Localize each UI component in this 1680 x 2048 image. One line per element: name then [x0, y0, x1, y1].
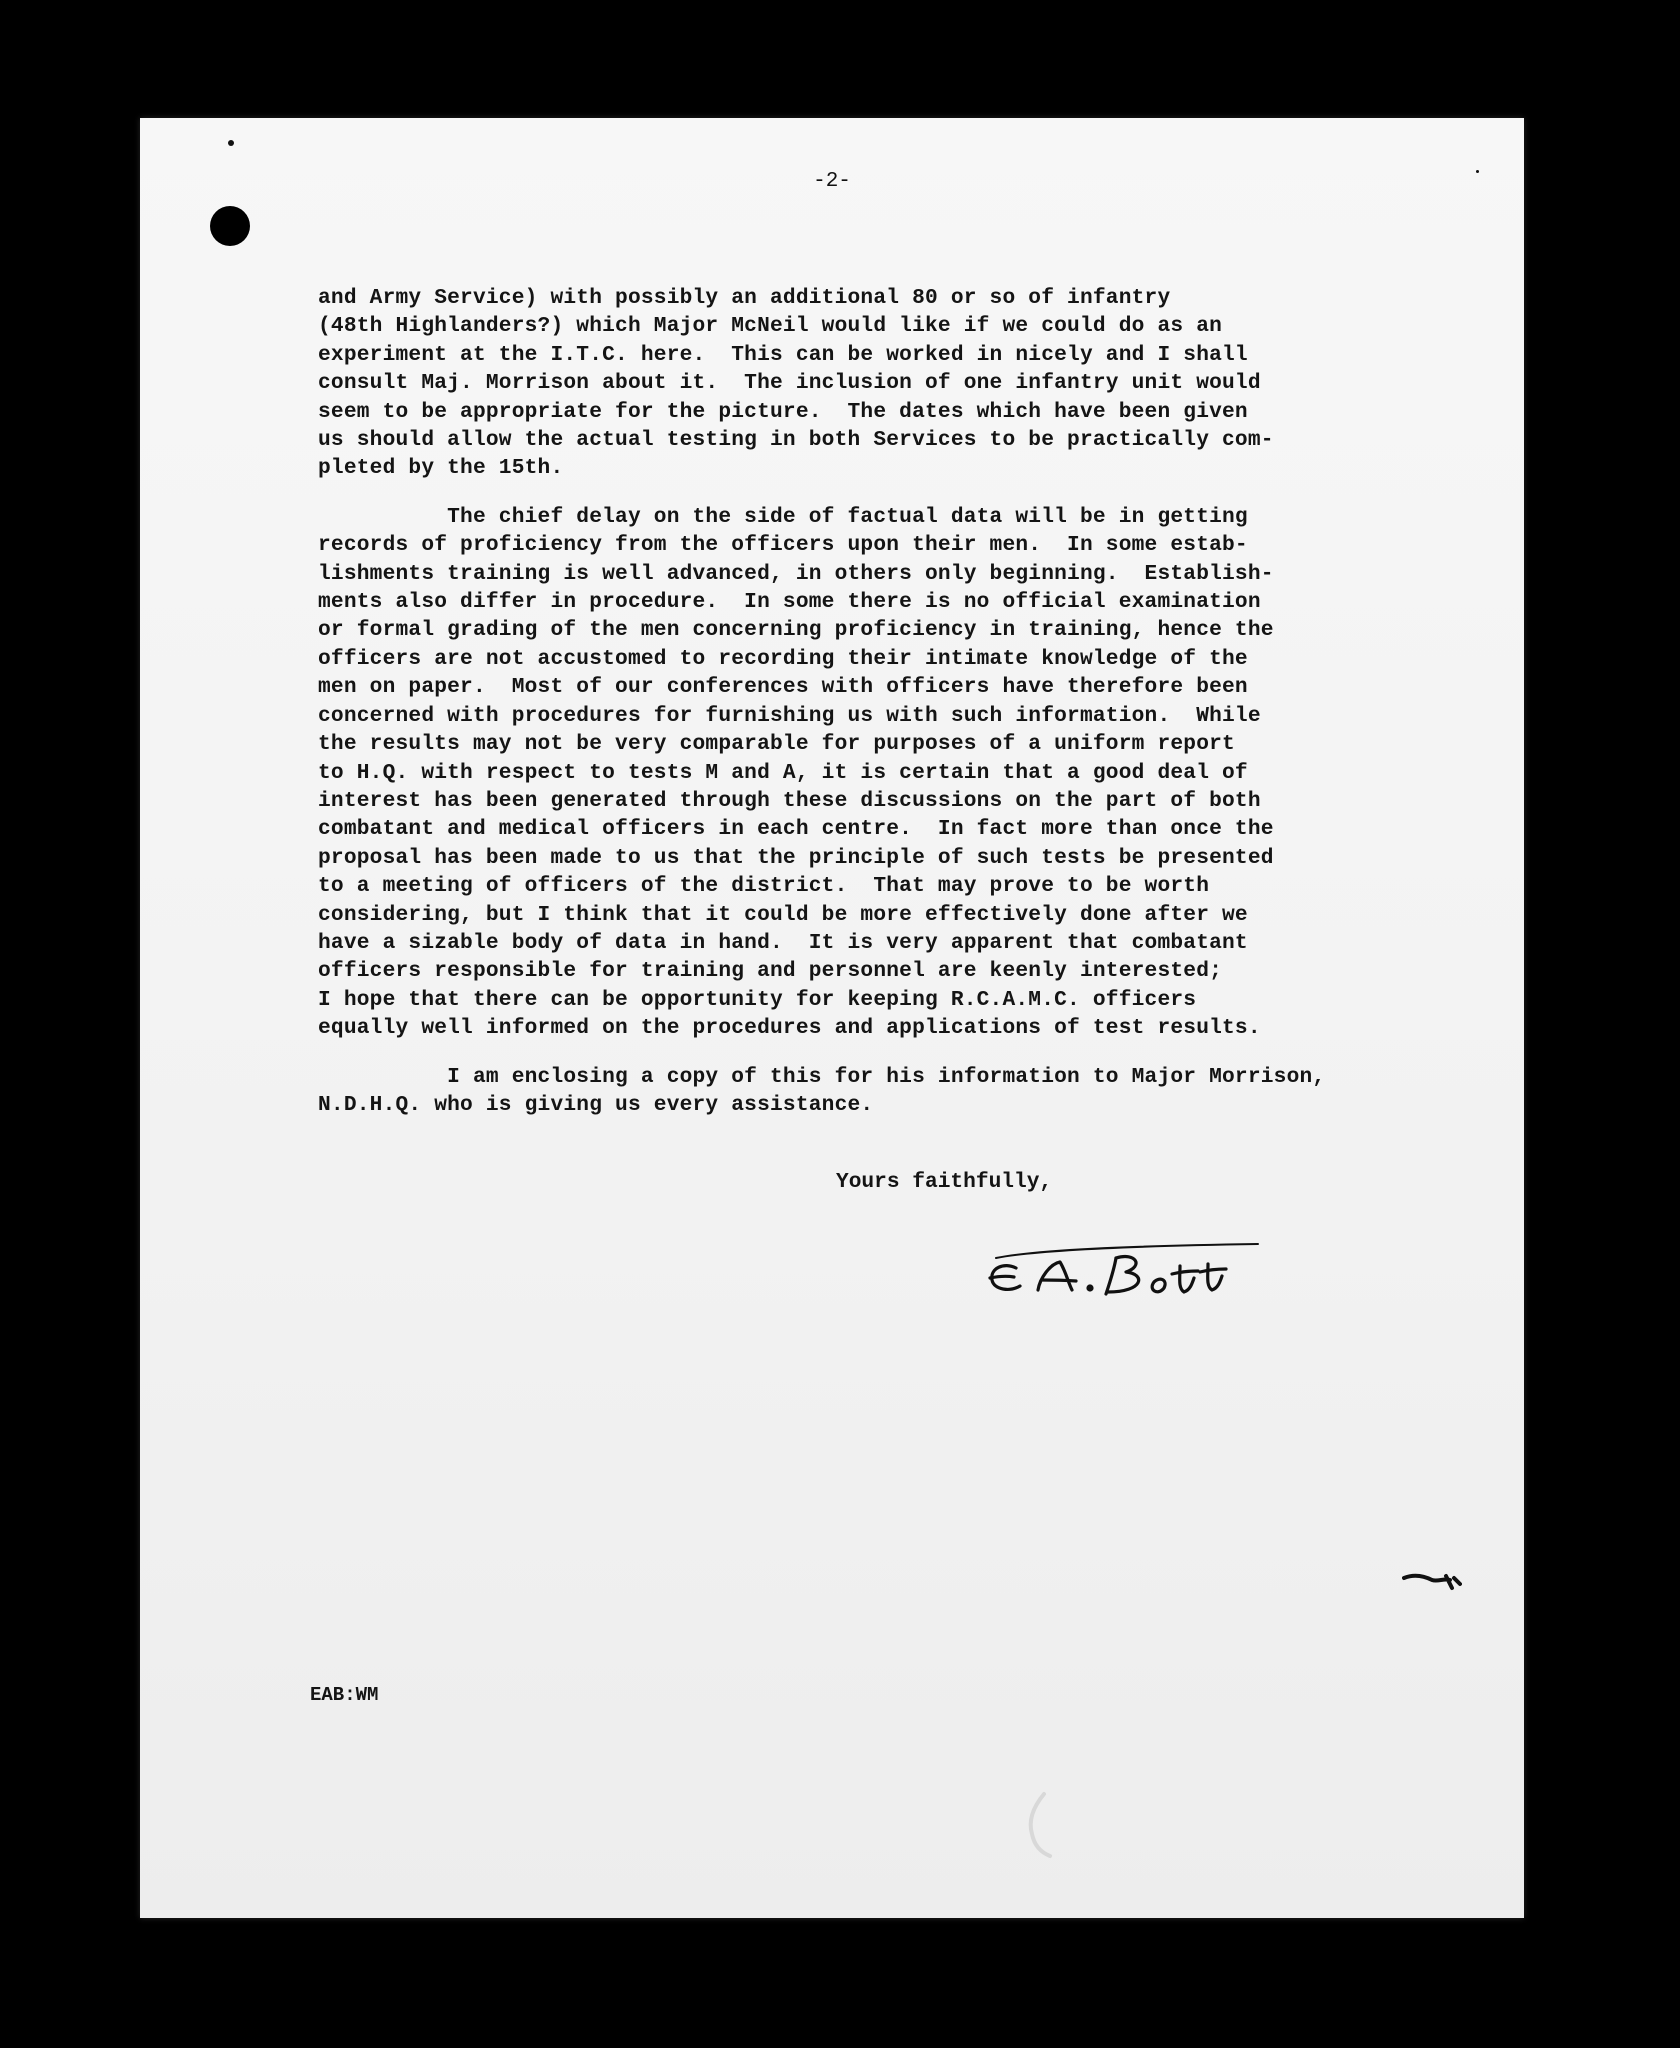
paragraph-1	[318, 284, 1378, 483]
body-line: pleted by the 15th.	[318, 456, 564, 481]
body-line: lishments training is well advanced, in others only beginning. Establish-	[318, 561, 1274, 586]
body-line: records of proficiency from the officers upon their men. In some estab-	[318, 533, 1248, 558]
valediction: Yours faithfully,	[836, 1170, 1053, 1194]
body-line: The chief delay on the side of factual data will be in getting	[318, 504, 1248, 529]
letter-sheet	[140, 118, 1524, 1918]
reference-initials: EAB:WM	[310, 1684, 379, 1706]
paragraph-2	[318, 503, 1378, 1043]
paragraph-3	[318, 1063, 1378, 1120]
pencil-mark	[1020, 1790, 1060, 1860]
body-line: considering, but I think that it could be more effectively done after we	[318, 902, 1248, 927]
body-line: seem to be appropriate for the picture. The dates which have been given	[318, 399, 1248, 424]
body-line: officers responsible for training and personnel are keenly interested;	[318, 959, 1223, 984]
body-line: proposal has been made to us that the principle of such tests be presented	[318, 845, 1274, 870]
body-line: concerned with procedures for furnishing us with such information. While	[318, 703, 1261, 728]
body-line: have a sizable body of data in hand. It is very apparent that combatant	[318, 930, 1248, 955]
body-line: consult Maj. Morrison about it. The inclusion of one infantry unit would	[318, 371, 1261, 396]
body-line: I am enclosing a copy of this for his information to Major Morrison,	[318, 1064, 1326, 1089]
body-line: and Army Service) with possibly an additional 80 or so of infantry	[318, 286, 1171, 310]
body-line: or formal grading of the men concerning proficiency in training, hence the	[318, 618, 1274, 643]
body-line: (48th Highlanders?) which Major McNeil would like if we could do as an	[318, 314, 1223, 339]
body-line: interest has been generated through these discussions on the part of both	[318, 788, 1261, 813]
dust-speck	[228, 140, 234, 146]
body-line: combatant and medical officers in each centre. In fact more than once the	[318, 817, 1274, 842]
pen-stroke-mark	[1402, 1568, 1462, 1592]
handwritten-signature	[976, 1224, 1296, 1314]
body-line: us should allow the actual testing in both Services to be practically com-	[318, 428, 1274, 453]
body-line: men on paper. Most of our conferences with officers have therefore been	[318, 675, 1248, 700]
body-line: experiment at the I.T.C. here. This can be worked in nicely and I shall	[318, 342, 1248, 367]
body-line: N.D.H.Q. who is giving us every assistance.	[318, 1092, 874, 1117]
letter-body	[318, 284, 1378, 1139]
body-line: to a meeting of officers of the district. That may prove to be worth	[318, 874, 1210, 899]
body-line: equally well informed on the procedures and applications of test results.	[318, 1016, 1261, 1041]
body-line: I hope that there can be opportunity for keeping R.C.A.M.C. officers	[318, 987, 1197, 1012]
body-line: the results may not be very comparable for purposes of a uniform report	[318, 732, 1235, 757]
body-line: ments also differ in procedure. In some there is no official examination	[318, 590, 1261, 615]
punch-hole	[210, 206, 250, 246]
body-line: to H.Q. with respect to tests M and A, it is certain that a good deal of	[318, 760, 1248, 785]
body-line: officers are not accustomed to recording their intimate knowledge of the	[318, 646, 1248, 671]
page-number: -2-	[813, 170, 851, 193]
